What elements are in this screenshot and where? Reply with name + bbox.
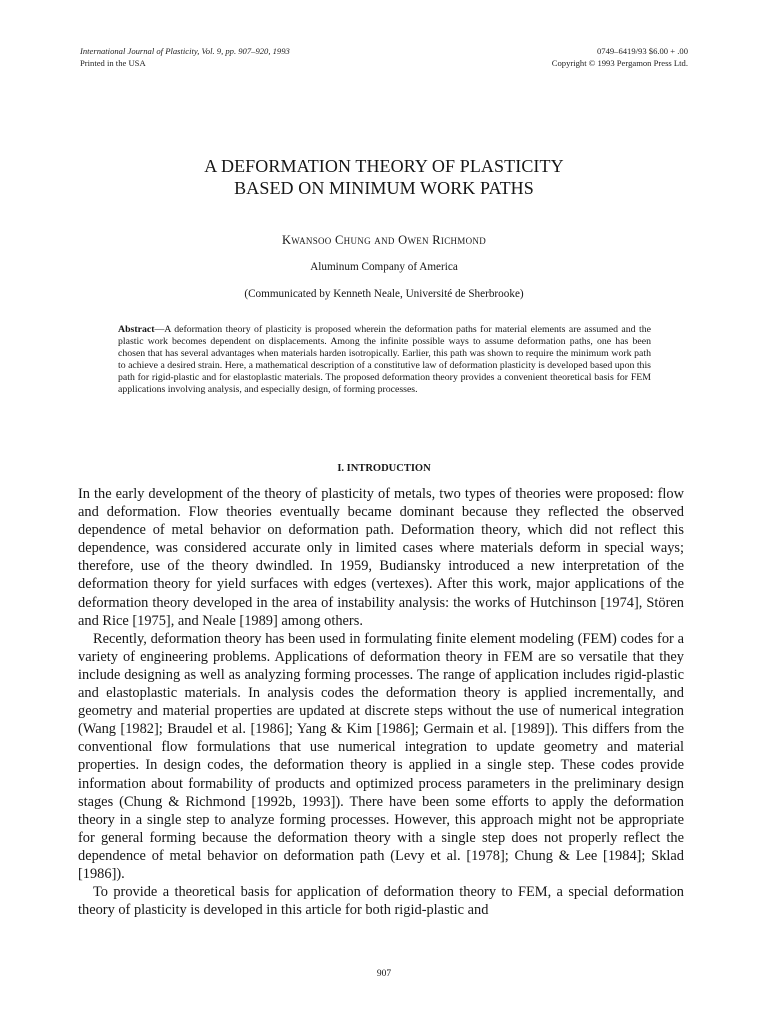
paper-title bbox=[0, 156, 768, 199]
abstract-text: —A deformation theory of plasticity is proposed wherein the deformation paths for material elements are assumed and the plastic work becomes dependent on displacements. Among the infinite possible ways to assume deformation paths, one has been chosen that has several advantages when materials harden isotropically. Earlier, this path was shown to require the minimum work path to achieve a desired strain. Here, a mathematical description of a constitutive law of deformation plasticity is developed based upon this path for rigid-plastic and for elastoplastic materials. The proposed deformation theory provides a convenient theoretical basis for FEM applications involving analysis, and especially design, of forming processes. bbox=[118, 324, 651, 396]
communicated-by: (Communicated by Kenneth Neale, Université de Sherbrooke) bbox=[244, 288, 524, 300]
issn-price: 0749–6419/93 $6.00 + .00 bbox=[596, 46, 688, 56]
abstract bbox=[118, 324, 651, 397]
affiliation: Aluminum Company of America bbox=[310, 261, 458, 273]
paragraph-2: Recently, deformation theory has been used in formulating finite element modeling (FEM) codes for a variety of engineering problems. Applications of deformation theory in FEM are so versatile that they include designing as well as analyzing forming processes. The range of application includes rigid-plastic and elastoplastic materials. In analysis codes the deformation theory is applied incrementally, and geometry and material properties are updated at discrete steps without the use of numerical integration (Wang [1982]; Braudel et al. [1986]; Yang & Kim [1986]; Germain et al. [1989]). This differs from the conventional flow formulations that use numerical integration to update geometry and material properties. In design codes, the deformation theory is applied in a single step. These codes provide information about formability of products and optimized process parameters in the preliminary design stages (Chung & Richmond [1992b, 1993]). There have been some efforts to apply the deformation theory in a single step to analyze forming processes. However, this approach might not be appropriate for general forming because the deformation theory with a single step does not properly reflect the dependence of metal behavior on deformation path (Levy et al. [1978]; Chung & Lee [1984]; Sklad [1986]). bbox=[78, 630, 684, 882]
body-text bbox=[78, 485, 684, 919]
authors: Kwansoo Chung and Owen Richmond bbox=[281, 233, 487, 247]
section-heading: I. INTRODUCTION bbox=[337, 463, 431, 474]
journal-citation: International Journal of Plasticity, Vol. 9, pp. 907–920, 1993 bbox=[80, 46, 290, 56]
title-line-2: BASED ON MINIMUM WORK PATHS bbox=[234, 177, 534, 198]
abstract-label: Abstract bbox=[118, 324, 155, 335]
paragraph-3: To provide a theoretical basis for application of deformation theory to FEM, a special deformation theory of plasticity is developed in this article for both rigid-plastic and bbox=[78, 884, 684, 919]
printed-in: Printed in the USA bbox=[80, 57, 146, 68]
title-line-1: A DEFORMATION THEORY OF PLASTICITY bbox=[204, 156, 564, 176]
page-number: 907 bbox=[376, 969, 392, 979]
copyright-line: Copyright © 1993 Pergamon Press Ltd. bbox=[551, 57, 688, 68]
running-header-right bbox=[552, 46, 688, 69]
running-header-left bbox=[80, 46, 290, 69]
paragraph-1: In the early development of the theory of plasticity of metals, two types of theories were proposed: flow and deformation. Flow theories eventually became dominant because they reflected the observed dependence of metal behavior on deformation path. Deformation theory, which did not reflect this dependence, was considered accurate only in limited cases where materials deform in special ways; therefore, use of the theory dwindled. In 1959, Budiansky introduced a new interpretation of the deformation theory for yield surfaces with edges (vertexes). After this work, major applications of the deformation theory developed in the area of instability analysis: the works of Hutchinson [1974], Stören and Rice [1975], and Neale [1989] among others. bbox=[78, 486, 684, 629]
